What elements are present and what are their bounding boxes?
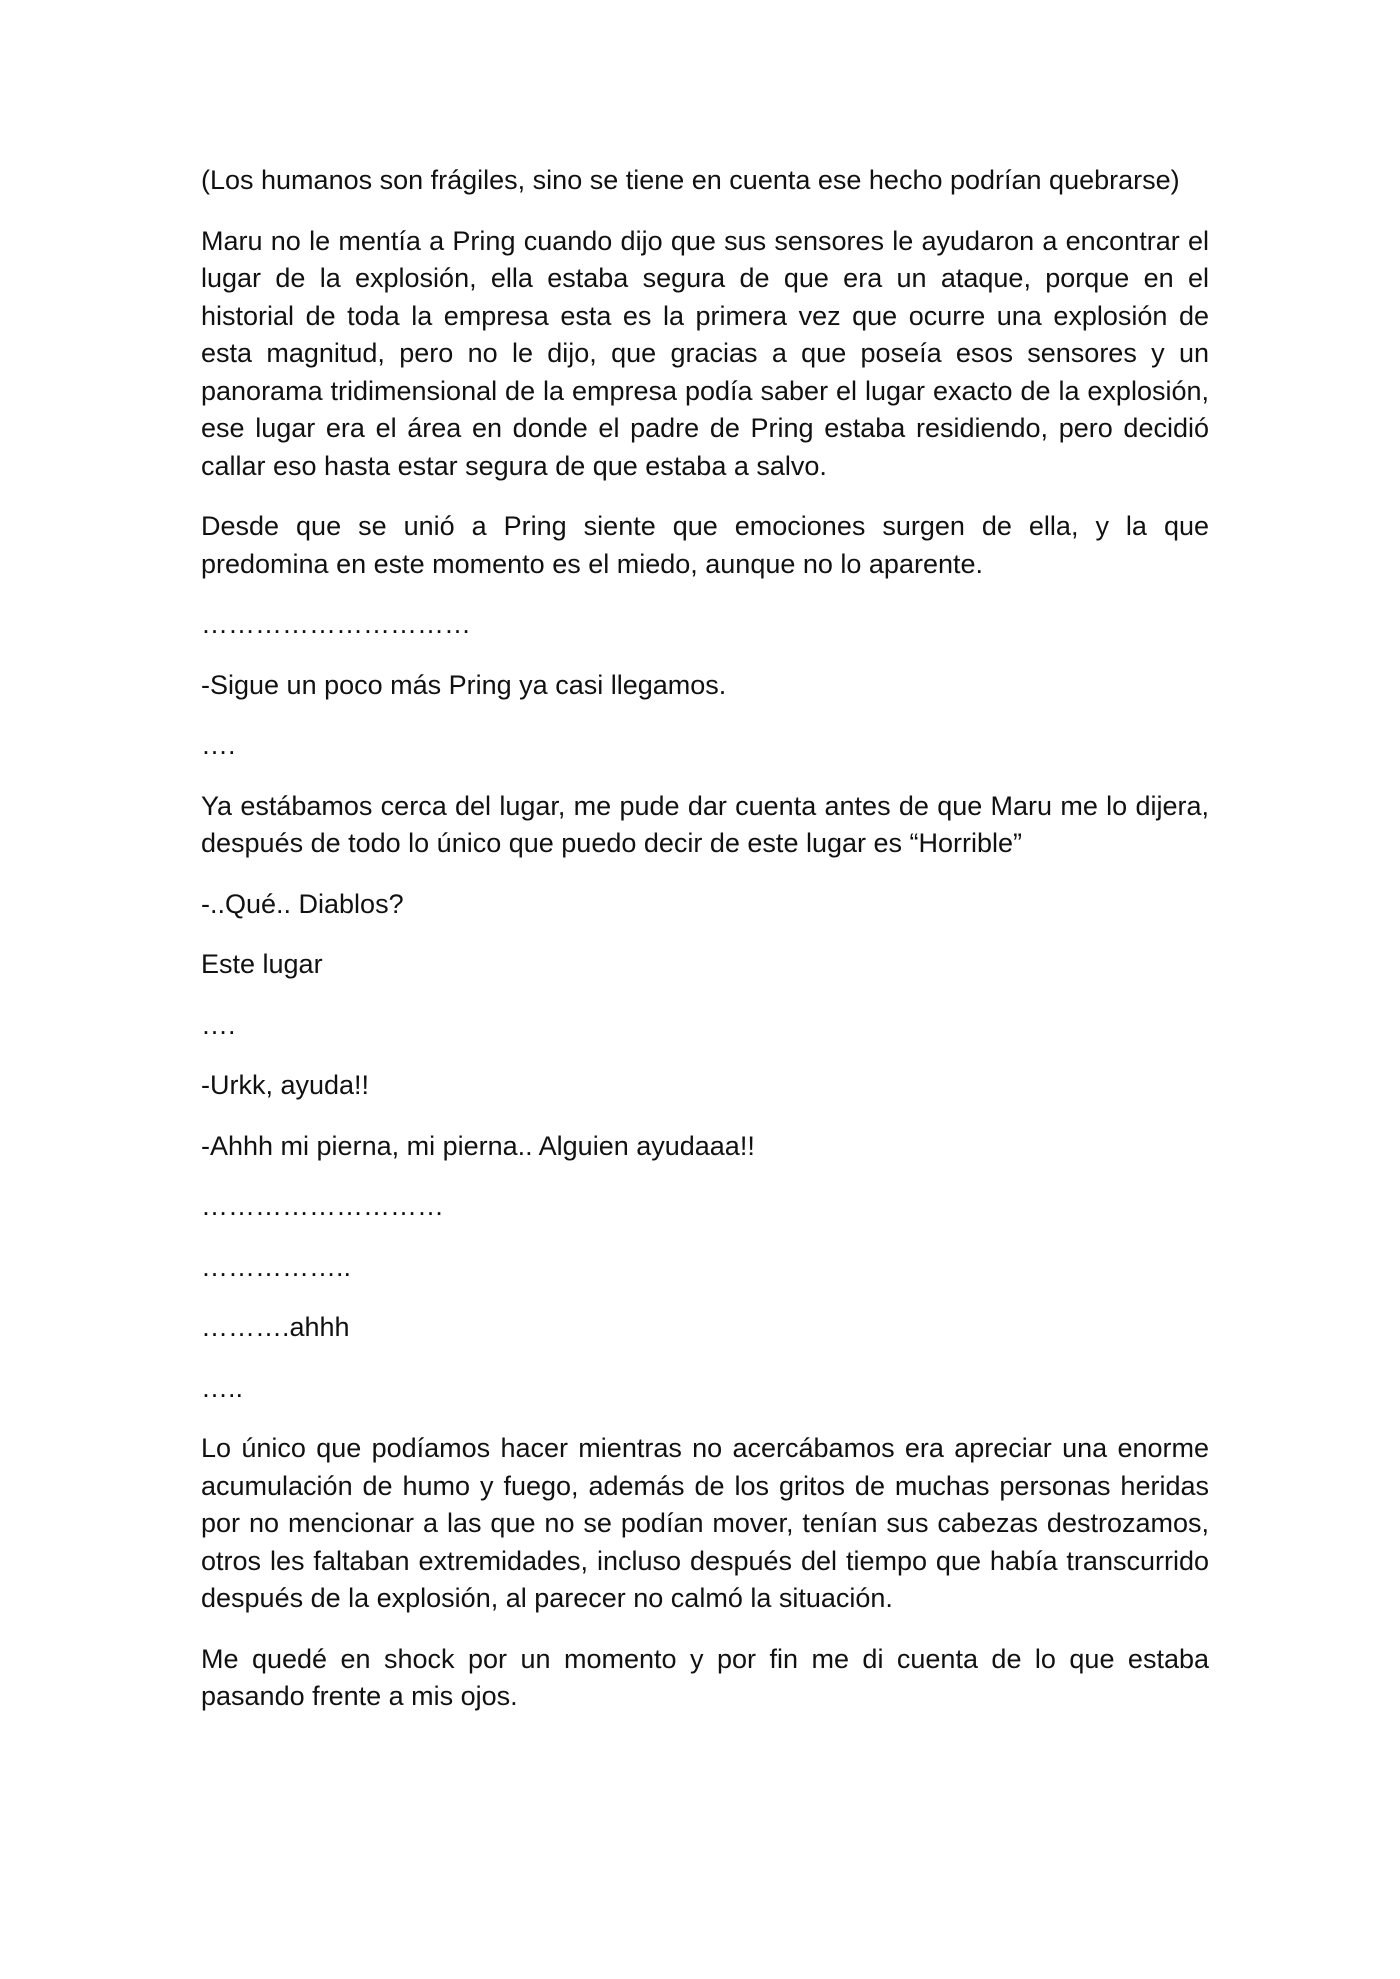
- paragraph-6: Me quedé en shock por un momento y por fin me di cuenta de lo que estaba pasando frente a mis ojos.: [201, 1643, 1209, 1711]
- paragraph-2: Maru no le mentía a Pring cuando dijo que sus sensores le ayudaron a encontrar el lugar de la explosión, ella estaba segura de que era un ataque, porque en el historial de toda la empresa esta es la primera vez que ocurre una explosión de esta magnitud, pero no le dijo, que gracias a que poseía esos sensores y un panorama tridimensional de la empresa podía saber el lugar exacto de la explosión, ese lugar era el área en donde el padre de Pring estaba residiendo, pero decidió callar eso hasta estar segura de que estaba a salvo.: [201, 225, 1209, 481]
- ellipsis-separator-5: ……………..: [201, 1251, 352, 1282]
- ellipsis-separator-2: ….: [201, 730, 236, 760]
- ellipsis-separator-3: ….: [201, 1009, 236, 1040]
- ellipsis-separator-6: …..: [201, 1372, 244, 1403]
- dialogue-line-5: ……….ahhh: [201, 1312, 350, 1342]
- dialogue-line-4: -Ahhh mi pierna, mi pierna.. Alguien ayudaaa!!: [201, 1130, 755, 1161]
- dialogue-line-3: -Urkk, ayuda!!: [201, 1070, 370, 1100]
- paragraph-1: (Los humanos son frágiles, sino se tiene en cuenta ese hecho podrían quebrarse): [201, 165, 1180, 195]
- paragraph-5: Lo único que podíamos hacer mientras no acercábamos era apreciar una enorme acumulación de humo y fuego, además de los gritos de muchas personas heridas por no mencionar a las que no se podían mover, tenían sus cabezas destrozamos, otros les faltaban extremidades, incluso después del tiempo que había transcurrido después de la explosión, al parecer no calmó la situación.: [201, 1433, 1209, 1613]
- dialogue-line-2: -..Qué.. Diablos?: [201, 888, 404, 919]
- document-body: [201, 162, 1209, 1739]
- dialogue-line-1: -Sigue un poco más Pring ya casi llegamos.: [201, 669, 727, 700]
- ellipsis-separator-1: …………………………: [201, 609, 471, 639]
- paragraph-3: Desde que se unió a Pring siente que emociones surgen de ella, y la que predomina en este momento es el miedo, aunque no lo aparente.: [201, 511, 1209, 579]
- paragraph-4: Ya estábamos cerca del lugar, me pude dar cuenta antes de que Maru me lo dijera, después de todo lo único que puedo decir de este lugar es “Horrible”: [201, 790, 1209, 858]
- ellipsis-separator-4: ………………………: [201, 1191, 444, 1221]
- narration-line-1: Este lugar: [201, 949, 323, 979]
